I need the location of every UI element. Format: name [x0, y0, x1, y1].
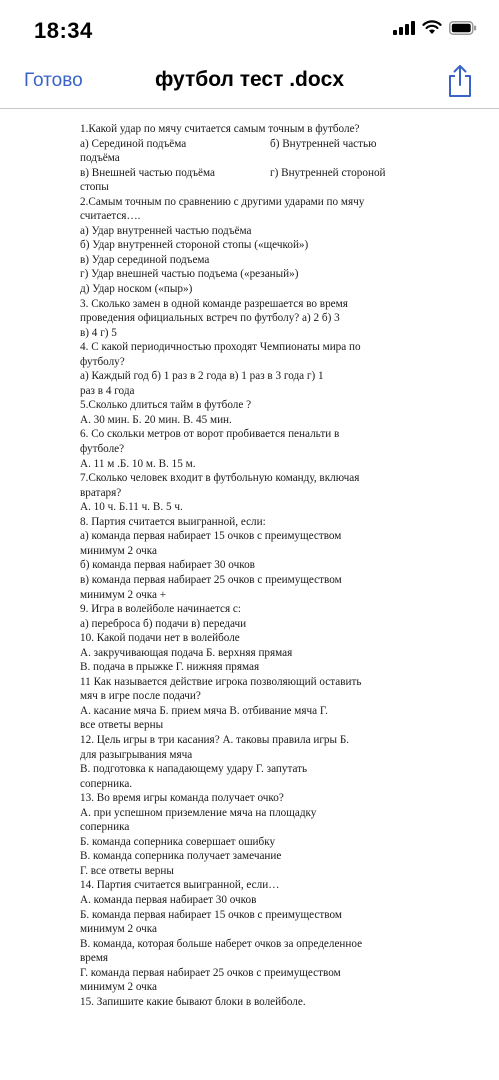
navigation-bar [0, 56, 499, 109]
document-line: В. команда соперника получает замечание [80, 850, 282, 863]
document-line: 11 Как называется действие игрока позволяющий оставить [80, 675, 362, 688]
document-line: в) команда первая набирает 25 очков с преимуществом [80, 573, 342, 586]
document-line: а) переброса б) подачи в) передачи [80, 617, 247, 630]
document-line: 12. Цель игры в три касания? А. таковы правила игры Б. [80, 733, 350, 746]
document-line: проведения официальных встреч по футболу? а) 2 б) 3 [80, 312, 340, 325]
document-line: мяч в игре после подачи? [80, 690, 201, 703]
document-line: в) Удар серединой подъема [80, 253, 210, 266]
document-line: для разыгрывания мяча [80, 748, 193, 761]
document-line: футболу? [80, 355, 125, 368]
share-button[interactable] [445, 64, 475, 98]
status-bar [0, 0, 499, 56]
document-line-column: б) Внутренней частью [270, 137, 377, 150]
document-line: д) Удар носком («пыр») [80, 283, 193, 296]
document-line: А. 11 м .Б. 10 м. В. 15 м. [80, 457, 196, 470]
document-line: 10. Какой подачи нет в волейболе [80, 632, 240, 645]
document-line-column: в) Внешней частью подъёма [80, 166, 215, 179]
document-line: а) Удар внутренней частью подъёма [80, 224, 252, 237]
document-line: 13. Во время игры команда получает очко? [80, 792, 284, 805]
document-line: А. касание мяча Б. прием мяча В. отбивание мяча Г. [80, 704, 328, 717]
wifi-icon [422, 20, 442, 35]
share-icon [445, 64, 475, 98]
document-title: футбол тест .docx [154, 68, 345, 91]
document-line: А. при успешном приземление мяча на площадку [80, 806, 317, 819]
document-line: минимум 2 очка [80, 981, 157, 994]
document-line: в) 4 г) 5 [80, 326, 117, 339]
document-line: 8. Партия считается выигранной, если: [80, 515, 266, 528]
done-button[interactable]: Готово [24, 70, 83, 91]
document-body [80, 122, 404, 1009]
status-time: 18:34 [34, 18, 93, 43]
document-line: 6. Со скольки метров от ворот пробивается пенальти в [80, 428, 340, 441]
document-line: 4. С какой периодичностью проходят Чемпионаты мира по [80, 341, 361, 354]
document-line: раз в 4 года [80, 384, 135, 397]
document-line: г) Удар внешней частью подъема («резаный») [80, 268, 299, 281]
document-line: А. 30 мин. Б. 20 мин. В. 45 мин. [80, 413, 232, 426]
document-line [80, 166, 404, 181]
document-line: Б. команда соперника совершает ошибку [80, 835, 276, 848]
battery-icon [449, 21, 477, 35]
document-line: Г. команда первая набирает 25 очков с преимуществом [80, 966, 341, 979]
document-line-column: а) Серединой подъёма [80, 137, 187, 150]
document-line: время [80, 952, 109, 965]
document-line: В. подготовка к нападающему удару Г. запутать [80, 763, 308, 776]
document-line: стопы [80, 181, 109, 194]
document-line: а) Каждый год б) 1 раз в 2 года в) 1 раз в 3 года г) 1 [80, 370, 324, 383]
document-line: минимум 2 очка + [80, 588, 167, 601]
document-line: В. команда, которая больше наберет очков за определенное [80, 937, 363, 950]
document-line-column: г) Внутренней стороной [270, 166, 386, 179]
document-line: а) команда первая набирает 15 очков с преимуществом [80, 530, 342, 543]
document-line: минимум 2 очка [80, 923, 157, 936]
document-line: Г. все ответы верны [80, 864, 174, 877]
document-line: подъёма [80, 152, 120, 165]
signal-icon [393, 21, 415, 35]
document-line: 3. Сколько замен в одной команде разрешается во время [80, 297, 348, 310]
document-line: 5.Сколько длиться тайм в футболе ? [80, 399, 252, 412]
document-line: 7.Сколько человек входит в футбольную команду, включая [80, 472, 360, 485]
document-line: А. команда первая набирает 30 очков [80, 893, 257, 906]
document-line: минимум 2 очка [80, 544, 157, 557]
document-line [80, 137, 404, 152]
document-line: все ответы верны [80, 719, 164, 732]
document-line: 15. Запишите какие бывают блоки в волейболе. [80, 995, 306, 1008]
document-line: считается…. [80, 210, 141, 223]
document-line: б) Удар внутренней стороной стопы («щечкой») [80, 239, 309, 252]
document-line: вратаря? [80, 486, 122, 499]
document-line: 9. Игра в волейболе начинается с: [80, 603, 242, 616]
document-line: 14. Партия считается выигранной, если… [80, 879, 280, 892]
document-line: 1.Какой удар по мячу считается самым точным в футболе? [80, 123, 360, 135]
document-line: б) команда первая набирает 30 очков [80, 559, 255, 572]
document-line: А. закручивающая подача Б. верхняя прямая [80, 646, 293, 659]
status-icons [393, 20, 477, 35]
document-line: А. 10 ч. Б.11 ч. В. 5 ч. [80, 501, 183, 514]
document-line: соперника [80, 821, 130, 834]
document-line: соперника. [80, 777, 133, 790]
document-line: В. подача в прыжке Г. нижняя прямая [80, 661, 260, 674]
document-line: футболе? [80, 443, 125, 456]
document-line: 2.Самым точным по сравнению с другими ударами по мячу [80, 195, 365, 208]
document-line: Б. команда первая набирает 15 очков с преимуществом [80, 908, 342, 921]
